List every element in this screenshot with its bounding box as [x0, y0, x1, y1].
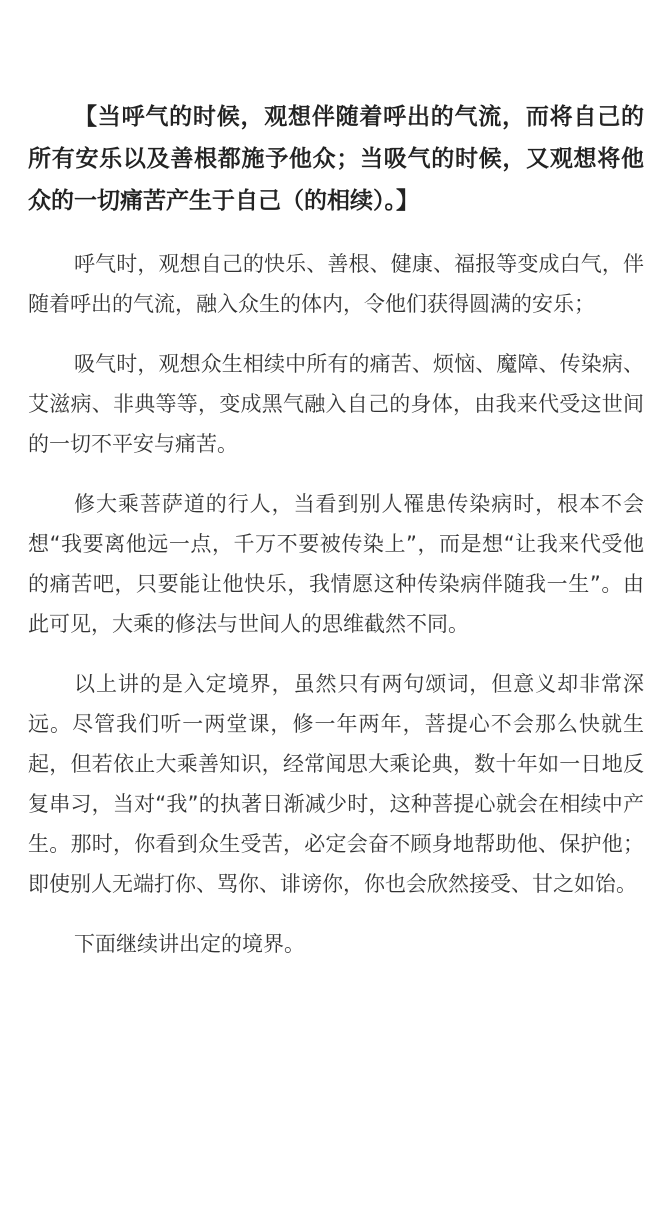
paragraph-mahayana-practitioner: 修大乘菩萨道的行人，当看到别人罹患传染病时，根本不会想“我要离他远一点，千万不要被传染上”，而是想“让我来代受他的痛苦吧，只要能让他快乐，我情愿这种传染病伴随我一生”。由此可见，大乘的修法与世间人的思维截然不同。 — [28, 492, 644, 636]
paragraph-inhale: 吸气时，观想众生相续中所有的痛苦、烦恼、魔障、传染病、艾滋病、非典等等，变成黑气融入自己的身体，由我来代受这世间的一切不平安与痛苦。 — [28, 352, 644, 456]
document-body — [28, 96, 644, 984]
verse-quote: 【当呼气的时候，观想伴随着呼出的气流，而将自己的所有安乐以及善根都施予他众；当吸气的时候，又观想将他众的一切痛苦产生于自己（的相续）。】 — [28, 103, 644, 214]
paragraph-next-section: 下面继续讲出定的境界。 — [74, 932, 305, 956]
paragraph-meditation-state: 以上讲的是入定境界，虽然只有两句颂词，但意义却非常深远。尽管我们听一两堂课，修一年两年，菩提心不会那么快就生起，但若依止大乘善知识，经常闻思大乘论典，数十年如一日地反复串习，当对“我”的执著日渐减少时，这种菩提心就会在相续中产生。那时，你看到众生受苦，必定会奋不顾身地帮助他、保护他；即使别人无端打你、骂你、诽谤你，你也会欣然接受、甘之如饴。 — [28, 672, 644, 896]
paragraph-exhale: 呼气时，观想自己的快乐、善根、健康、福报等变成白气，伴随着呼出的气流，融入众生的体内，令他们获得圆满的安乐； — [28, 252, 644, 316]
